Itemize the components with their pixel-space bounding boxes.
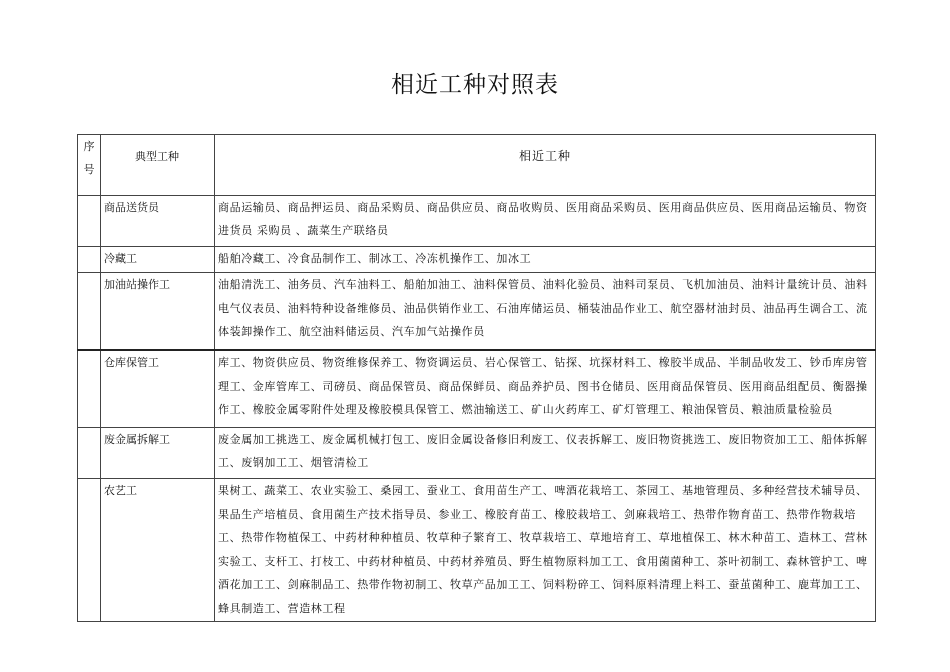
row-typical: 仓库保管工: [101, 350, 215, 428]
row-seq: [78, 479, 101, 622]
row-similar: 船舶冷藏工、冷食品制作工、制冰工、冷冻机操作工、加冰工: [215, 247, 876, 273]
table-row: [78, 196, 876, 247]
table-row: [78, 247, 876, 273]
row-typical: 加油站操作工: [101, 273, 215, 351]
table-header-row: [78, 135, 876, 196]
row-similar: 果树工、蔬菜工、农业实验工、桑园工、蚕业工、食用苗生产工、啤酒花栽培工、茶园工、基地管理员、多种经营技术辅导员、果品生产培植员、食用菌生产技术指导员、参业工、橡胶育苗工、橡胶栽培工、剑麻栽培工、热带作物育苗工、热带作物栽培工、热带作物植保工、中药材种种植员、牧草种子繁育工、牧草栽培工、草地培育工、草地植保工、林木种苗工、造林工、营林实验工、支杆工、打枝工、中药材种植员、中药材养殖员、野生植物原料加工工、食用菌菌种工、茶叶初制工、森林管护工、啤酒花加工工、剑麻制品工、热带作物初制工、牧草产品加工工、饲料粉碎工、饲料原料清理上料工、蚕茧菌种工、鹿茸加工工、蜂具制造工、营造林工程: [215, 479, 876, 622]
header-similar: 相近工种: [215, 135, 876, 196]
table-row: [78, 350, 876, 428]
row-similar: 油船清洗工、油务员、汽车油料工、船舶加油工、油料保管员、油料化验员、油料司泵员、飞机加油员、油料计量统计员、油料电气仪表员、油料特种设备维修员、油品供销作业工、石油库储运员、桶装油品作业工、航空器材油封员、油品再生调合工、流体装卸操作工、航空油料储运员、汽车加气站操作员: [215, 273, 876, 351]
table-row: [78, 428, 876, 479]
row-typical: 冷藏工: [101, 247, 215, 273]
row-similar: 废金属加工挑选工、废金属机械打包工、废旧金属设备修旧利废工、仪表拆解工、废旧物资挑选工、废旧物资加工工、船体拆解工、废钢加工工、烟管清检工: [215, 428, 876, 479]
row-typical: 废金属拆解工: [101, 428, 215, 479]
table-row: [78, 479, 876, 622]
row-typical: 商品送货员: [101, 196, 215, 247]
row-seq: [78, 196, 101, 247]
header-typical: 典型工种: [101, 135, 215, 196]
row-typical: 农艺工: [101, 479, 215, 622]
table-row: [78, 273, 876, 351]
row-similar: 商品运输员、商品押运员、商品采购员、商品供应员、商品收购员、医用商品采购员、医用商品供应员、医用商品运输员、物资进货员 采购员 、蔬菜生产联络员: [215, 196, 876, 247]
row-seq: [78, 350, 101, 428]
row-similar: 库工、物资供应员、物资维修保养工、物资调运员、岩心保管工、钻探、坑探材料工、橡胶半成品、半制品收发工、钞币库房管理工、金库管库工、司磅员、商品保管员、商品保鲜员、商品养护员、图书仓储员、医用商品保管员、医用商品组配员、衡器操作工、橡胶金属零附件处理及橡胶模具保管工、燃油输送工、矿山火药库工、矿灯管理工、粮油保管员、粮油质量检验员: [215, 350, 876, 428]
row-seq: [78, 273, 101, 351]
row-seq: [78, 247, 101, 273]
row-seq: [78, 428, 101, 479]
page-title: 相近工种对照表: [391, 72, 559, 98]
header-seq: 序号: [78, 135, 101, 196]
comparison-table: [77, 134, 876, 622]
